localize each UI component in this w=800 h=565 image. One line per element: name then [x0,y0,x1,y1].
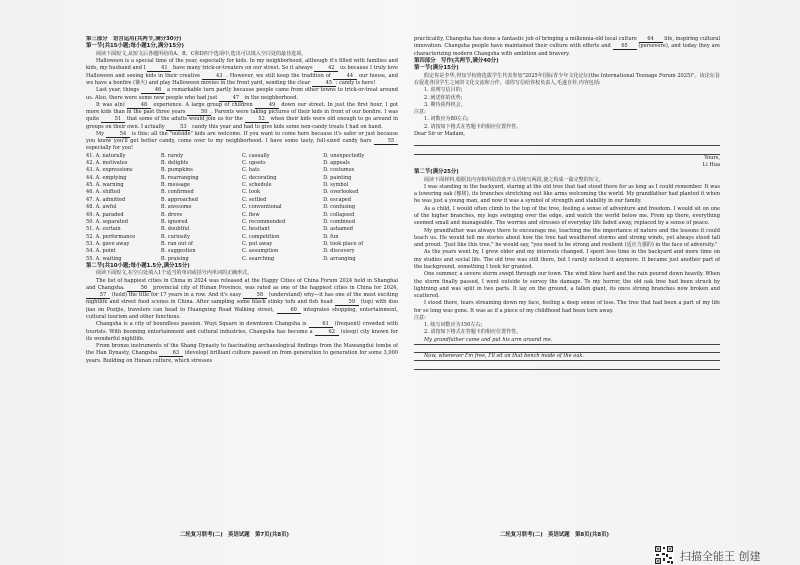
writing-one-point-3: 3. 期待获得机会。 [424,101,466,108]
blank-49: 49 [255,102,279,109]
story-paragraph-5: One summer, a severe storm swept through our town. The wind blew hard and the rain poured down heavily. When the storm finally passed, I went outside to survey the damage. To my horror, the old oak tree had been struck by lightning and was split in two parts. It lay on the ground, a fallen giant, its once strong branches now broken and scattered. [414,271,720,300]
scanner-watermark: 扫描全能王 创建 [680,550,761,563]
option-row-44: 44. A. emptying B. rearranging C. decorating D. painting [86,174,352,181]
blank-63: 63 [159,350,183,357]
option-row-43: 43. A. expressions B. pumpkins C. hats D. costumes [86,167,355,174]
writing-one-notes-title: 注意: [414,109,426,116]
writing-two-notes-title: 注意: [414,314,426,321]
blank-60: 60 [277,307,301,314]
writing-one-point-2: 2. 阐述你的优势; [424,94,463,101]
section-one-title: 第一节(共15小题;每小题1分,满分15分) [86,43,184,50]
grammar-paragraph-3: From bronze instruments of the Shang Dynasty to fascinating archaeological findings from the Mawangdui tombs of the Han Dynasty, Changsha 63 (develop) brilliant culture passed on from generation to generation for some 3,000 years. Building on Hunan culture, which stresses [86,343,398,364]
option-row-48: 48. A. awful B. awesome C. conventional D. confusing [86,204,356,211]
option-row-52: 52. A. performance B. curiosity C. competition D. fun [86,233,339,240]
blank-58: 58 [243,292,267,299]
option-row-53: 53. A. gave away B. ran out of C. put away D. took place of [86,240,364,247]
writing-two-note-1: 1. 续写词数应为150左右; [424,322,483,329]
cloze-paragraph-4: My 54 is this: all the "outside" kids are welcome. If you want to come here because it's safer or just because you know you'll get better candy, come over to my neighborhood. I have some tasty, full-sized candy bars 55 especially for you! [86,130,398,152]
blank-57: 57 [86,292,110,299]
continuation-start-1: My grandfather came and put his arm around me. [414,337,720,345]
page-8-footer: 二轮复习联考(二) 英语试题 第8页(共8页) [500,532,609,538]
blank-51: 51 [101,116,125,123]
page-7-footer: 二轮复习联考(二) 英语试题 第7页(共8页) [180,532,289,538]
grammar-paragraph-continued: practicality, Changsha has done a fantastic job of bringing a millennia-old local culture 64 life, inspiring cultural innovation. Changsha people have maintained their culture with efforts and 65 (persevere), and today they are characterizing modern Changsha with ambition and bravery. [414,36,720,57]
blank-62: 62 [315,329,339,336]
blank-61: 61 [309,321,333,328]
answer-line [414,345,720,353]
answer-line [414,138,720,146]
qr-code-icon [654,545,674,565]
option-row-49: 49. A. paraded B. drove C. flew D. collapsed [86,211,355,218]
option-row-54: 54. A. point B. suggestion C. assumption D. discovery [86,248,355,255]
writing-one-note-2: 2. 请按如下格式在答题卡的相应位置作答。 [424,123,522,130]
option-row-45: 45. A. warning B. message C. schedule D. symbol [86,182,349,189]
blank-44: 44 [333,73,357,80]
cloze-options-table [86,153,398,263]
option-row-51: 51. A. certain B. doubtful C. hesitant D. ashamed [86,226,354,233]
option-row-42: 42. A. motivates B. delights C. upsets D. appeals [86,160,350,167]
blank-52: 52 [245,116,269,123]
story-paragraph-4: As the years went by, I grew older and my interests changed. I spent less time in the backyard and more time on my studies and social life. The old tree was still there, but I rarely noticed it anymore. It became just another part of the background, something I took for granted. [414,249,720,270]
answer-line [414,361,720,369]
part-three-title: 第三部分 语言运用(共两节,满分30分) [86,36,182,42]
blank-43: 43 [202,73,226,80]
letter-closing: Yours, [704,154,720,161]
cloze-paragraph-3: It was a(n) 48 experience. A large group of children 49 down our street. In just the first hour, I got more kids than in the past three years 50 . Parents were taking pictures of their kids in front of our bonfire. I was quite 51 that some of the adults would join us for the 52 when their kids were old enough to go around in groups on their own. I actually 53 candy this year and had to give kids some non-candy treats I had on hand. [86,101,398,130]
letter-signature: Li Hua [702,161,720,168]
option-row-55: 55. A. waiting B. praising C. searching D. arranging [86,255,356,262]
cloze-paragraph-1: Halloween is a special time of the year, especially for kids. In my neighborhood, although it's filled with families and kids, my husband and I 41 have many trick-or-treaters on our street. So it always 42 us because I truly love Halloween and seeing kids in their creative 43 . However, we still keep the tradition of 44 our house, and we have a bonfire (篝火) and play Halloween movies in the front yard, sending the clear 45 : candy is here! [86,58,398,86]
blank-42: 42 [314,65,338,72]
option-row-47: 47. A. admitted B. approached C. settled D. escaped [86,196,352,203]
blank-65: 65 [613,43,637,50]
option-row-50: 50. A. separated B. ignored C. recommended D. combined [86,218,356,225]
story-paragraph-1: I was standing in the backyard, staring at the old tree that had stood there for as long as I could remember. It was a towering oak (橡树), its branches stretching out like arms welcoming the world. My grandfather had planted it when he was just a young man, and now it was a symbol of strength and stability in our family. [414,183,720,205]
blank-41: 41 [147,65,171,72]
blank-46: 46 [141,87,165,94]
writing-one-point-1: 1. 说明写信目的; [424,87,463,94]
option-row-41: 41. A. naturally B. rarely C. casually D. unexpectedly [86,152,365,159]
blank-64: 64 [639,36,663,43]
writing-two-instructions: 阅读下面材料,根据其内容和所给段落开头语续写两段,使之构成一篇完整的短文。 [424,176,604,183]
blank-55: 55 [374,138,398,145]
writing-two-title: 第二节(满分25分) [414,169,459,176]
continuation-start-2: Now, whenever I'm free, I'll sit on that bench made of the oak. [414,353,720,361]
story-paragraph-2: As a child, I would often climb to the top of the tree, feeling a sense of adventure and freedom. I would sit on one of the higher branches, my legs swinging over the edge, and watch the world below me. From up there, everything seemed small and manageable. The worries and stresses of everyday life faded away, replaced by a sense of peace. [414,205,720,227]
blank-56: 56 [127,285,151,292]
letter-salutation: Dear Sir or Madam, [414,130,466,137]
story-paragraph-6: I stood there, tears streaming down my face, feeling a deep sense of loss. The tree that had been a part of my life for so long was gone. It was as if a piece of my childhood had been torn away. [414,300,720,314]
section-two-instructions: 阅读下面短文,在空白处填入1个适当的单词或括号内单词的正确形式。 [96,270,253,277]
section-one-instructions: 阅读下面短文,从短文后各题所给的A、B、C和D四个选项中,选出可以填入空白处的最佳选项。 [96,50,307,57]
writing-one-note-1: 1. 词数应为80左右; [424,116,469,123]
writing-one-prompt: 假定你是李华,得知学校将选拔学生代表参加"2025年国际青少年文化论坛(the International Teenage Forum 2025)"。该论坛旨在促进各国学生之间的文化交流和合作。请你写信给你校负责人,毛遂自荐,内容包括: [414,72,720,86]
blank-45: 45 [312,80,336,87]
grammar-paragraph-2: Changsha is a city of boundless passion. Wuyi Square in downtown Changsha is 61 (frequent) crowded with tourists. With booming entertainment and cultural industries, Changsha has become a 62 (sleep) city known for its wonderful nightlife. [86,321,398,342]
writing-two-note-2: 2. 请按如下格式在答题卡的相应位置作答。 [424,329,522,336]
option-row-46: 46. A. shifted B. confirmed C. took D. overlooked [86,189,359,196]
blank-48: 48 [127,102,151,109]
blank-47: 47 [219,95,243,102]
blank-54: 54 [106,131,130,138]
blank-50: 50 [187,109,211,116]
part-four-title: 第四部分 写作(共两节,满分40分) [414,57,499,64]
writing-one-title: 第一节(满分15分) [414,65,459,72]
story-paragraph-3: My grandfather was always there to encourage me, teaching me the importance of nature and the lessons it could teach us. He would tell me stories about how the tree had weathered storms and strong winds, yet always stood tall and proud. "Just like this tree," he would say, "you need to be strong and resilient (适应力强的) in the face of adversity." [414,227,720,249]
section-two-title: 第二节(共10小题;每小题1.5分,满分15分) [86,262,190,269]
grammar-paragraph-1: The list of happiest cities in China in 2024 was released at the Happy Cities of China Forum 2024 held in Shanghai and Changsha. 56 provincial city of Hunan Province, was rated as one of the happiest cities in China for 2024, 57 (hold) the title for 17 years in a row. And it's easy 58 (understand) why—it has one of the most exciting nightlife and street food scenes in China. After sampling some black stinky tofu and fish head 59 (top) with duo jiao on Pozijie, travelers can head to Huangxing Road Walking street, 60 integrates shopping, entertainment, cultural tourism and other functions. [86,277,398,320]
page-8 [414,36,720,524]
blank-59: 59 [335,299,359,306]
answer-line [414,146,720,154]
blank-53: 53 [166,124,190,131]
cloze-paragraph-2: Last year, things 46 a remarkable turn partly because people came from other towns to trick-or-treat around us. Also, there were some new people who had just 47 in the neighborhood. [86,87,398,101]
page-7 [86,36,398,524]
